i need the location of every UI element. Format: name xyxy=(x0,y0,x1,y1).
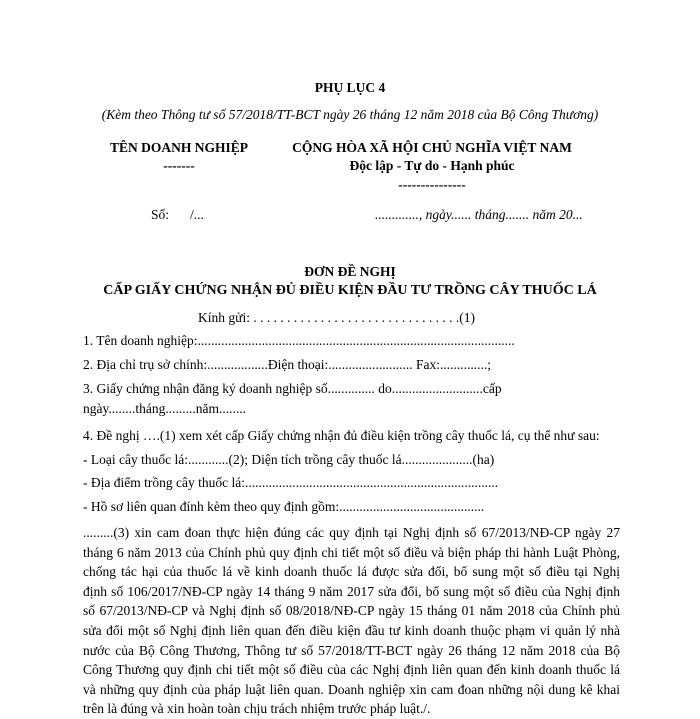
recipient-line: Kính gửi: . . . . . . . . . . . . . . . . . . . . . . . . . . . . . . .(1) xyxy=(198,310,475,325)
field-registration-date: ngày........tháng.........năm........ xyxy=(83,401,246,416)
commitment-line: trên là đúng và xin hoàn toàn chịu trách nhiệm trước pháp luật./. xyxy=(83,701,431,717)
commitment-line: số 67/2013/NĐ-CP và Nghị định số 08/2018/NĐ-CP ngày 15 tháng 01 năm 2018 của Chính phủ xyxy=(83,603,620,619)
commitment-line: chống tác hại của thuốc lá về kinh doanh thuốc lá được sửa đổi, bổ sung một số điều tại Nghị xyxy=(83,564,620,580)
appendix-title: PHỤ LỤC 4 xyxy=(314,80,386,95)
commitment-line: Công Thương quy định chi tiết một số điều của các Nghị định liên quan đến kinh doanh thuốc lá xyxy=(83,662,620,678)
commitment-line: định số 106/2017/NĐ-CP ngày 14 tháng 9 năm 2017 sửa đổi, bổ sung một số điều của Nghị định xyxy=(83,583,620,599)
date-line: ............., ngày...... tháng....... năm 20... xyxy=(375,207,583,222)
commitment-line: sửa đổi một số Nghị định liên quan đến điều kiện đầu tư kinh doanh thuộc phạm vi quản lý nhà xyxy=(83,622,620,638)
field-registration: 3. Giấy chứng nhận đăng ký doanh nghiệp số.............. do...........................cấp xyxy=(83,381,502,396)
form-title: ĐƠN ĐỀ NGHỊ xyxy=(304,264,396,279)
commitment-line: nước của Bộ Công Thương, Thông tư số 57/2018/TT-BCT ngày 26 tháng 12 năm 2018 của Bộ xyxy=(83,642,620,658)
form-subtitle: CẤP GIẤY CHỨNG NHẬN ĐỦ ĐIỀU KIỆN ĐẦU TƯ TRỒNG CÂY THUỐC LÁ xyxy=(103,283,597,298)
commitment-line: tháng 6 năm 2013 của Chính phủ quy định chi tiết một số điều và biện pháp thi hành Luật Phòng, xyxy=(83,544,620,560)
field-company-name: 1. Tên doanh nghiệp:.............................................................................................. xyxy=(83,333,515,348)
field-attachments: - Hồ sơ liên quan đính kèm theo quy định gồm:........................................... xyxy=(83,499,485,514)
commitment-line: và những quy định của pháp luật liên quan. Doanh nghiệp xin cam đoan những nội dung kê khai xyxy=(83,681,620,697)
national-motto: Độc lập - Tự do - Hạnh phúc xyxy=(349,158,515,173)
field-location: - Địa điểm trồng cây thuốc lá:........................................................................... xyxy=(83,475,499,490)
field-address: 2. Địa chỉ trụ sở chính:..................Điện thoại:......................... Fax:..............; xyxy=(83,357,491,372)
field-tobacco-type: - Loại cây thuốc lá:............(2); Diện tích trồng cây thuốc lá.....................(ha) xyxy=(83,452,495,467)
document-number-label: Số: xyxy=(151,207,170,222)
company-name: TÊN DOANH NGHIỆP xyxy=(109,140,248,155)
right-separator: --------------- xyxy=(398,177,466,192)
commitment-paragraph xyxy=(83,523,620,719)
document-number-value: /... xyxy=(190,207,204,222)
left-separator: ------- xyxy=(163,158,195,173)
appendix-subtitle: (Kèm theo Thông tư số 57/2018/TT-BCT ngày 26 tháng 12 năm 2018 của Bộ Công Thương) xyxy=(101,107,599,122)
field-request: 4. Đề nghị ….(1) xem xét cấp Giấy chứng nhận đủ điều kiện trồng cây thuốc lá, cụ thể như sau: xyxy=(83,428,600,443)
commitment-line: .........(3) xin cam đoan thực hiện đúng các quy định tại Nghị định số 67/2013/NĐ-CP ngày 27 xyxy=(83,525,620,540)
country-name: CỘNG HÒA XÃ HỘI CHỦ NGHĨA VIỆT NAM xyxy=(292,140,572,155)
